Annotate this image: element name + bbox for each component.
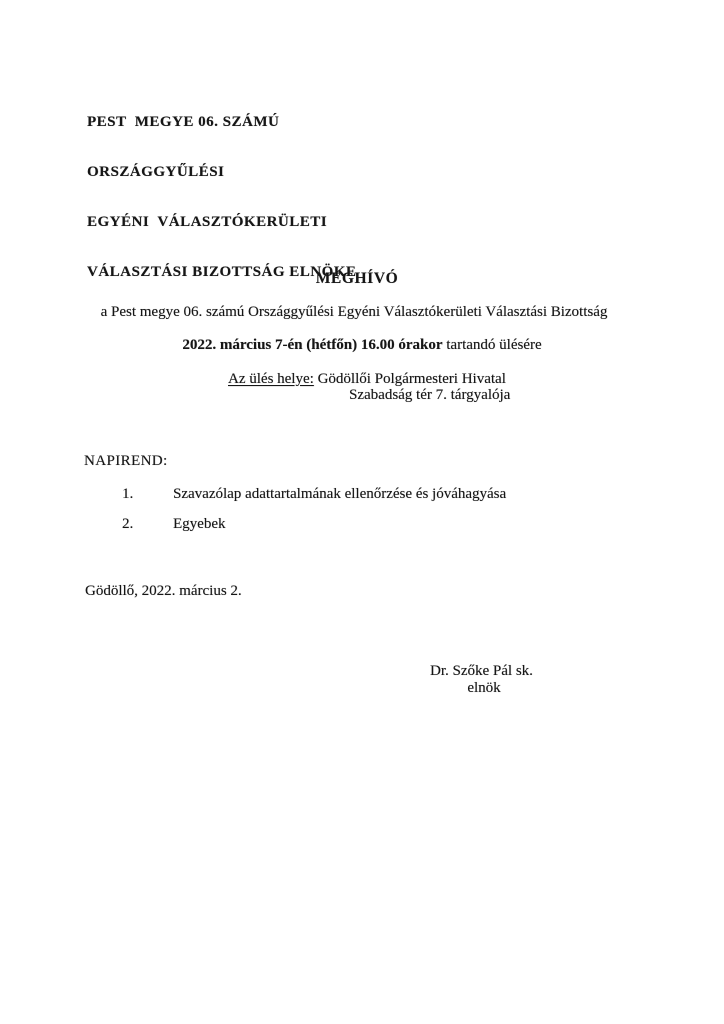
invitation-body-line: a Pest megye 06. számú Országgyűlési Egyéni Választókerületi Választási Bizottság: [100, 304, 608, 320]
venue-address-line: Szabadság tér 7. tárgyalója: [349, 387, 511, 403]
meeting-datetime: 2022. március 7-én (hétfőn) 16.00 órakor: [182, 337, 443, 353]
document-title: MEGHÍVÓ: [315, 270, 399, 287]
place-and-date-line: Gödöllő, 2022. március 2.: [85, 583, 242, 599]
agenda-item-text: Szavazólap adattartalmának ellenőrzése és jóváhagyása: [173, 486, 507, 502]
agenda-item-number: 2.: [122, 516, 134, 532]
agenda-item: [122, 486, 506, 503]
signature-name: Dr. Szőke Pál sk.: [430, 663, 533, 679]
venue-line: [228, 371, 506, 388]
agenda-heading: NAPIREND:: [84, 453, 168, 469]
agenda-item-text: Egyebek: [173, 516, 226, 532]
sender-header-line: VÁLASZTÁSI BIZOTTSÁG ELNÖKE: [87, 263, 357, 280]
venue-value: Gödöllői Polgármesteri Hivatal: [313, 371, 506, 387]
signature-title: elnök: [467, 680, 501, 696]
meeting-datetime-suffix: tartandó ülésére: [442, 337, 542, 353]
meeting-datetime-line: [0, 337, 724, 354]
sender-header-line: ORSZÁGGYŰLÉSI: [87, 163, 225, 180]
sender-header-line: EGYÉNI VÁLASZTÓKERÜLETI: [87, 213, 328, 230]
venue-label: Az ülés helye:: [228, 371, 314, 387]
agenda-item-number: 1.: [122, 486, 134, 502]
sender-header-line: PEST MEGYE 06. SZÁMÚ: [87, 114, 280, 131]
agenda-item: [122, 516, 225, 533]
